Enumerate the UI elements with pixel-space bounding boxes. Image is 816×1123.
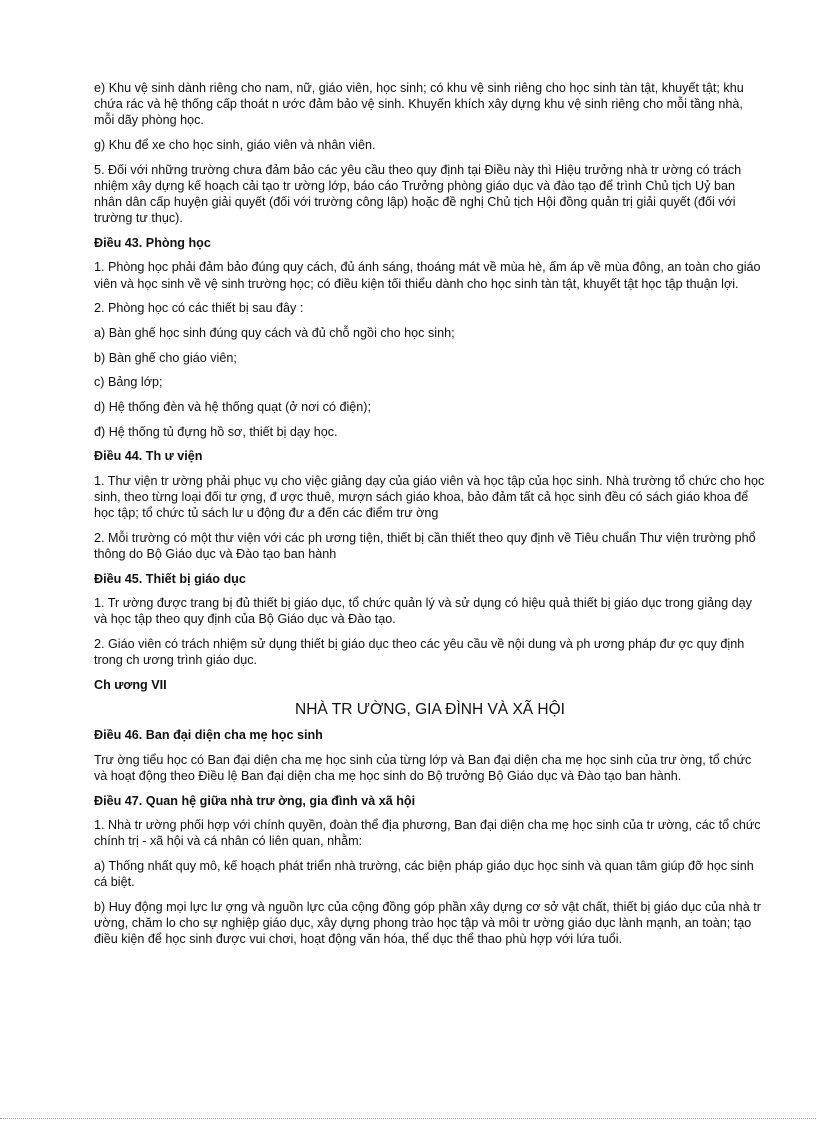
article-44-heading: Điều 44. Th ư viện: [94, 449, 203, 464]
chapter-title: NHÀ TR ƯỜNG, GIA ĐÌNH VÀ XÃ HỘI: [295, 701, 565, 719]
article-44-item-2: 2. Mỗi trường có một thư viện với các ph ương tiện, thiết bị cần thiết theo quy định về Tiêu chuẩn Thư viện trường phổ thông do Bộ Giáo dục và Đào tạo ban hành: [94, 530, 756, 561]
article-43-item-c: c) Bảng lớp;: [94, 375, 163, 390]
article-43-item-2: 2. Phòng học có các thiết bị sau đây :: [94, 301, 304, 316]
article-47-item-a: a) Thống nhất quy mô, kế hoạch phát triển nhà trường, các biện pháp giáo dục học sinh và quan tâm giúp đỡ học sinh cá biệt.: [94, 858, 754, 889]
page-bottom-dotted-rule: [0, 1118, 816, 1120]
article-47-item-b: b) Huy động mọi lực lư ợng và nguồn lực của cộng đồng góp phần xây dựng cơ sở vật chất, thiết bị giáo dục của nhà tr ường, chăm lo cho sự nghiệp giáo dục, xây dựng phong trào học tập và môi tr ường giáo dục lành mạnh, an toàn; tạo điều kiện để học sinh được vui chơi, hoạt động văn hóa, thể dục thể thao phù hợp với lứa tuổi.: [94, 899, 761, 946]
paragraph-5-renovation: 5. Đối với những trường chưa đảm bảo các yêu cầu theo quy định tại Điều này thì Hiệu trưởng nhà tr ường có trách nhiệm xây dựng kế hoạch cải tạo tr ường lớp, báo cáo Trưởng phòng giáo dục và đào tạo để trình Chủ tịch Uỷ ban nhân dân cấp huyện giải quyết (đối với trường công lập) hoặc đề nghị Chủ tịch Hội đồng quản trị giải quyết (đối với trường tư thục).: [94, 162, 742, 226]
chapter-label: Ch ương VII: [94, 677, 167, 692]
article-43-item-dd: đ) Hệ thống tủ đựng hồ sơ, thiết bị dạy học.: [94, 424, 338, 439]
paragraph-e-restroom: e) Khu vệ sinh dành riêng cho nam, nữ, giáo viên, học sinh; có khu vệ sinh riêng cho học sinh tàn tật, khuyết tật; khu chứa rác và hệ thống cấp thoát n ước đảm bảo vệ sinh. Khuyến khích xây dựng khu vệ sinh riêng cho mỗi tầng nhà, mỗi dãy phòng học.: [94, 81, 744, 128]
article-43-item-d: d) Hệ thống đèn và hệ thống quạt (ở nơi có điện);: [94, 400, 371, 415]
paragraph-g-parking: g) Khu để xe cho học sinh, giáo viên và nhân viên.: [94, 138, 376, 153]
article-43-heading: Điều 43. Phòng học: [94, 236, 211, 251]
article-43-item-a: a) Bàn ghế học sinh đúng quy cách và đủ chỗ ngồi cho học sinh;: [94, 325, 455, 340]
article-44-item-1: 1. Thư viện tr ường phải phục vụ cho việc giảng dạy của giáo viên và học tập của học sinh. Nhà trường tổ chức cho học sinh, theo từng loại đối tư ợng, đ ược thuê, mượn sách giáo khoa, bảo đảm tất cả học sinh đều có sách giáo khoa để học tập; tổ chức tủ sách lư u động đư a đến các điểm trư ờng: [94, 473, 765, 521]
article-45-heading: Điều 45. Thiết bị giáo dục: [94, 571, 246, 586]
article-46-heading: Điều 46. Ban đại diện cha mẹ học sinh: [94, 728, 323, 743]
article-46-body: Trư ờng tiểu học có Ban đại diện cha mẹ học sinh của từng lớp và Ban đại diện cha mẹ học sinh của trư ờng, tổ chức và hoạt động theo Điều lệ Ban đại diện cha mẹ học sinh do Bộ trưởng Bộ Giáo dục và Đào tạo ban hành.: [94, 752, 752, 783]
article-43-item-b: b) Bàn ghế cho giáo viên;: [94, 350, 237, 365]
document-page: [94, 80, 766, 956]
article-47-heading: Điều 47. Quan hệ giữa nhà trư ờng, gia đình và xã hội: [94, 793, 416, 808]
article-45-item-1: 1. Tr ường được trang bị đủ thiết bị giáo dục, tổ chức quản lý và sử dụng có hiệu quả thiết bị giáo dục trong giảng dạy và học tập theo quy định của Bộ Giáo dục và Đào tạo.: [94, 595, 752, 627]
article-47-item-1: 1. Nhà tr ường phối hợp với chính quyền, đoàn thể địa phương, Ban đại diện cha mẹ học sinh của tr ường, các tổ chức chính trị - xã hội và cá nhân có liên quan, nhằm:: [94, 817, 761, 848]
article-43-item-1: 1. Phòng học phải đảm bảo đúng quy cách, đủ ánh sáng, thoáng mát về mùa hè, ấm áp về mùa đông, an toàn cho giáo viên và học sinh về vệ sinh trường học; có điều kiện tối thiểu dành cho học sinh tàn tật, khuyết tật học tập thuận lợi.: [94, 260, 761, 291]
article-45-item-2: 2. Giáo viên có trách nhiệm sử dụng thiết bị giáo dục theo các yêu cầu về nội dung và ph ương pháp đư ợc quy định trong ch ương trình giáo dục.: [94, 636, 745, 667]
